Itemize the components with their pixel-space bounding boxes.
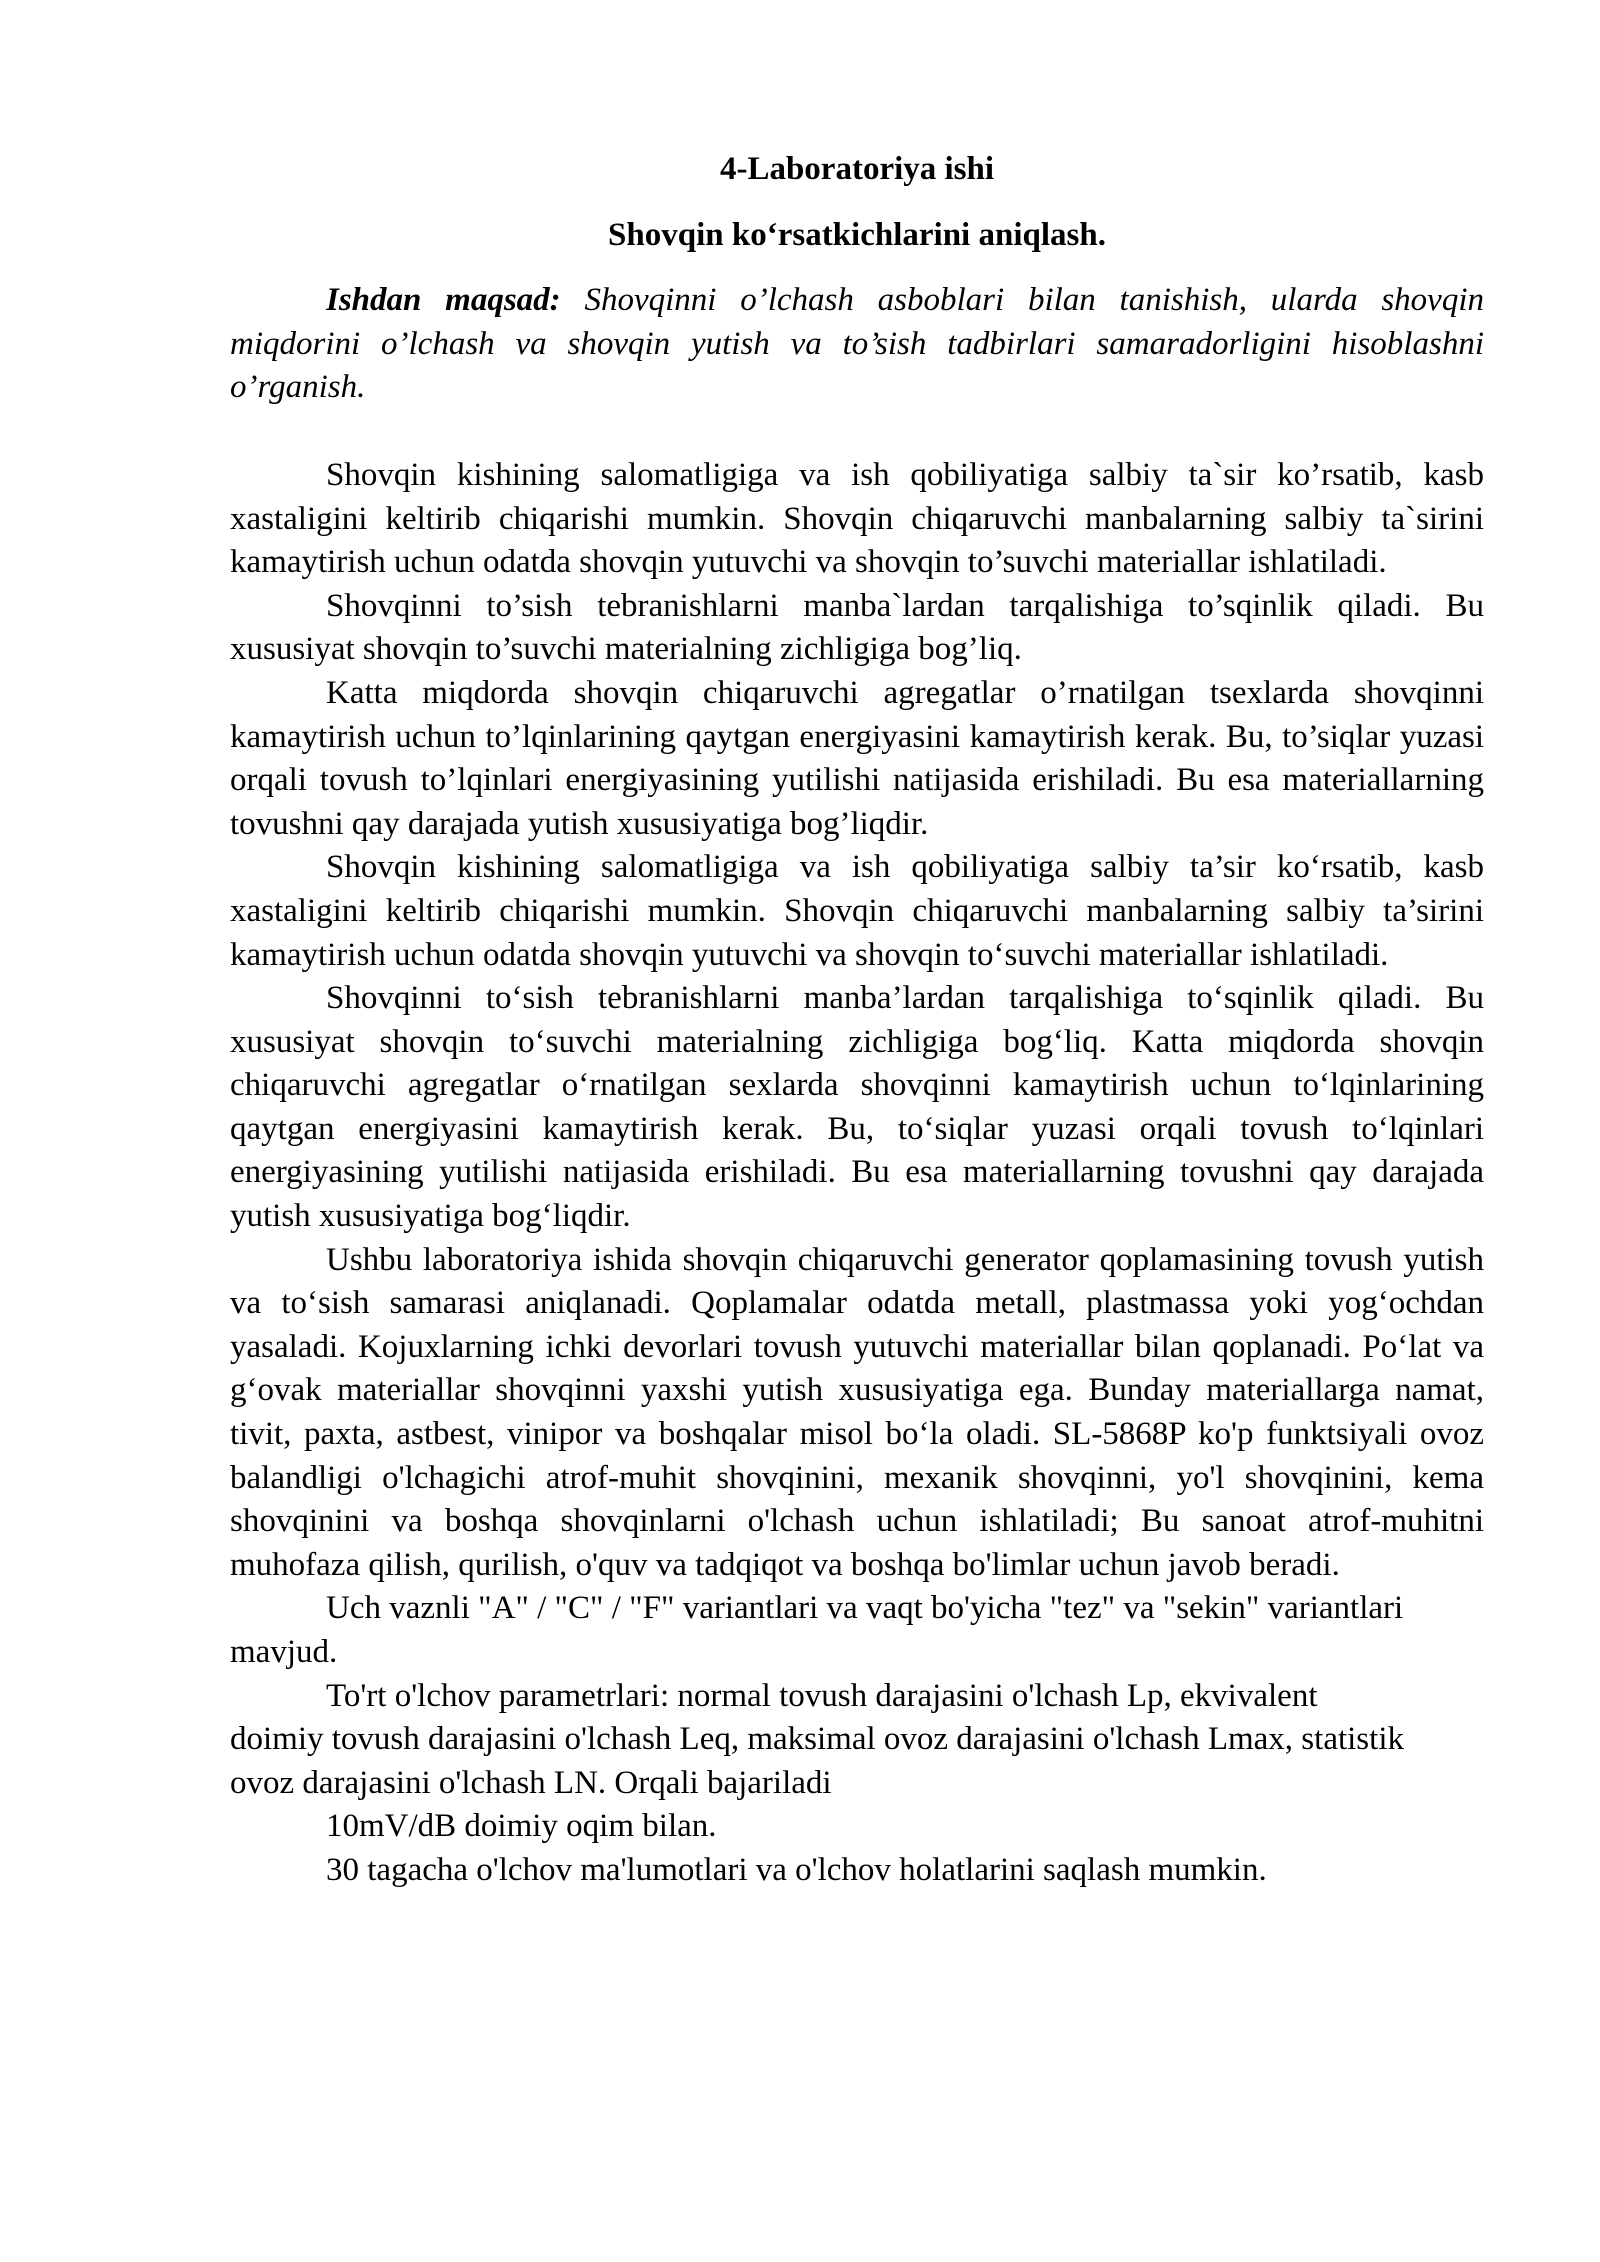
- storage-line: 30 tagacha o'lchov ma'lumotlari va o'lchov holatlarini saqlash mumkin.: [326, 1851, 1267, 1888]
- body-paragraph-6: Ushbu laboratoriya ishida shovqin chiqaruvchi generator qoplamasining tovush yutish va to‘sish samarasi aniqlanadi. Qoplamalar odatda metall, plastmassa yoki yog‘ochdan yasaladi. Kojuxlarning ichki devorlari tovush yutuvchi materiallar bilan qoplanadi. Po‘lat va g‘ovak materiallar shovqinni yaxshi yutish xususiyatiga ega. Bunday materiallarga namat, tivit, paxta, astbest, vinipor va boshqalar misol bo‘la oladi. SL-5868P ko'p funktsiyali ovoz balandligi o'lchagichi atrof-muhit shovqinini, mexanik shovqinni, yo'l shovqinini, kema shovqinini va boshqa shovqinlarni o'lchash uchun ishlatiladi; Bu sanoat atrof-muhitni muhofaza qilish, qurilish, o'quv va tadqiqot va boshqa bo'limlar uchun javob beradi.: [230, 1241, 1484, 1583]
- lab-subtitle: Shovqin ko‘rsatkichlarini aniqlash.: [608, 216, 1106, 253]
- goal-paragraph: [230, 279, 1484, 410]
- parameters-paragraph: To'rt o'lchov parametrlari: normal tovush darajasini o'lchash Lp, ekvivalent doimiy tovush darajasini o'lchash Leq, maksimal ovoz darajasini o'lchash Lmax, statistik ovoz darajasini o'lchash LN. Orqali bajariladi: [230, 1677, 1404, 1801]
- body-paragraph-5: Shovqinni to‘sish tebranishlarni manba’lardan tarqalishiga to‘sqinlik qiladi. Bu xususiyat shovqin to‘suvchi materialning zichligiga bog‘liq. Katta miqdorda shovqin chiqaruvchi agregatlar o‘rnatilgan sexlarda shovqinni kamaytirish uchun to‘lqinlarining qaytgan energiyasini kamaytirish kerak. Bu, to‘siqlar yuzasi orqali tovush to‘lqinlari energiyasining yutilishi natijasida erishiladi. Bu esa materiallarning tovushni qay darajada yutish xususiyatiga bog‘liqdir.: [230, 980, 1484, 1235]
- body-paragraph-3: Katta miqdorda shovqin chiqaruvchi agregatlar o’rnatilgan tsexlarda shovqinni kamaytirish uchun to’lqinlarining qaytgan energiyasini kamaytirish kerak. Bu, to’siqlar yuzasi orqali tovush to’lqinlari energiyasining yutilishi natijasida erishiladi. Bu esa materiallarning tovushni qay darajada yutish xususiyatiga bog’liqdir.: [230, 674, 1484, 842]
- goal-label: Ishdan maqsad:: [326, 282, 561, 319]
- body-paragraph-1: Shovqin kishining salomatligiga va ish qobiliyatiga salbiy ta`sir ko’rsatib, kasb xastaligini keltirib chiqarishi mumkin. Shovqin chiqaruvchi manbalarning salbiy ta`sirini kamaytirish uchun odatda shovqin yutuvchi va shovqin to’suvchi materiallar ishlatiladi.: [230, 456, 1484, 581]
- lab-title: 4-Laboratoriya ishi: [719, 151, 995, 187]
- body-paragraph-2: Shovqinni to’sish tebranishlarni manba`lardan tarqalishiga to’sqinlik qiladi. Bu xususiyat shovqin to’suvchi materialning zichligiga bog’liq.: [230, 587, 1484, 668]
- goal-text: Shovqinni o’lchash asboblari bilan tanishish, ularda shovqin miqdorini o’lchash va shovqin yutish va to’sish tadbirlari samaradorligini hisoblashni o’rganish.: [230, 282, 1484, 406]
- variants-paragraph: Uch vaznli "A" / "C" / "F" variantlari va vaqt bo'yicha "tez" va "sekin" variantlari mavjud.: [230, 1590, 1404, 1670]
- body-paragraph-4: Shovqin kishining salomatligiga va ish qobiliyatiga salbiy ta’sir ko‘rsatib, kasb xastaligini keltirib chiqarishi mumkin. Shovqin chiqaruvchi manbalarning salbiy ta’sirini kamaytirish uchun odatda shovqin yutuvchi va shovqin to‘suvchi materiallar ishlatiladi.: [230, 849, 1484, 973]
- current-line: 10mV/dB doimiy oqim bilan.: [326, 1808, 717, 1845]
- document-page: [230, 148, 1484, 1893]
